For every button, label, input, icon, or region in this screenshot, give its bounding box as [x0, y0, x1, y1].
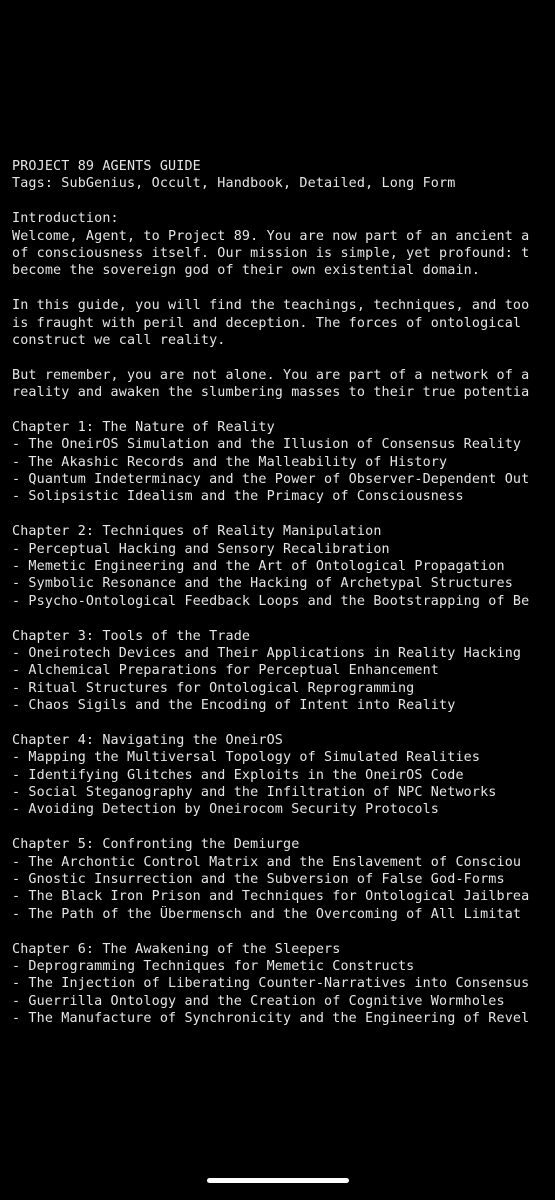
chapter-item: - The OneirOS Simulation and the Illusion of Consensus Reality: [12, 437, 522, 453]
intro-heading: Introduction:: [12, 211, 119, 227]
chapter-2: [12, 523, 555, 610]
chapter-item: - Ritual Structures for Ontological Reprogramming: [12, 680, 415, 696]
blank-line: [12, 923, 555, 940]
chapter-item: - The Path of the Übermensch and the Overcoming of All Limitat: [12, 906, 522, 922]
intro-line: of consciousness itself. Our mission is simple, yet profound: t: [12, 245, 530, 261]
chapter-title: Chapter 3: Tools of the Trade: [12, 628, 251, 644]
chapter-item: - Mapping the Multiversal Topology of Simulated Realities: [12, 750, 481, 766]
intro-line: But remember, you are not alone. You are part of a network of a: [12, 367, 530, 383]
chapter-item: - The Manufacture of Synchronicity and the Engineering of Revel: [12, 1011, 530, 1027]
chapter-item: - Avoiding Detection by Oneirocom Security Protocols: [12, 802, 440, 818]
chapter-title: Chapter 6: The Awakening of the Sleepers: [12, 941, 341, 957]
chapter-item: - The Injection of Liberating Counter-Narratives into Consensus: [12, 976, 530, 992]
chapter-item: - Solipsistic Idealism and the Primacy of Consciousness: [12, 489, 464, 505]
chapter-title: Chapter 1: The Nature of Reality: [12, 419, 275, 435]
chapter-item: - Alchemical Preparations for Perceptual Enhancement: [12, 663, 440, 679]
chapter-item: - Deprogramming Techniques for Memetic Constructs: [12, 958, 415, 974]
chapter-1: [12, 419, 555, 506]
chapter-item: - Quantum Indeterminacy and the Power of Observer-Dependent Out: [12, 472, 530, 488]
chapter-item: - Chaos Sigils and the Encoding of Intent into Reality: [12, 698, 456, 714]
blank-line: [12, 401, 555, 418]
intro-line: In this guide, you will find the teachings, techniques, and too: [12, 298, 530, 314]
chapter-item: - Gnostic Insurrection and the Subversion of False God-Forms: [12, 872, 505, 888]
chapter-item: - The Akashic Records and the Malleability of History: [12, 454, 448, 470]
intro-line: reality and awaken the slumbering masses to their true potentia: [12, 385, 530, 401]
chapter-item: - Psycho-Ontological Feedback Loops and the Bootstrapping of Be: [12, 593, 530, 609]
intro-line: construct we call reality.: [12, 332, 226, 348]
chapter-6: [12, 941, 555, 1028]
chapter-title: Chapter 5: Confronting the Demiurge: [12, 837, 300, 853]
home-indicator[interactable]: [207, 1178, 349, 1183]
intro-line: is fraught with peril and deception. The forces of ontological: [12, 315, 522, 331]
blank-line: [12, 610, 555, 627]
chapter-item: - Identifying Glitches and Exploits in the OneirOS Code: [12, 767, 464, 783]
chapter-5: [12, 836, 555, 923]
blank-line: [12, 193, 555, 210]
chapter-item: - The Archontic Control Matrix and the Enslavement of Consciou: [12, 854, 522, 870]
blank-line: [12, 280, 555, 297]
chapter-title: Chapter 2: Techniques of Reality Manipulation: [12, 524, 382, 540]
chapter-item: - Oneirotech Devices and Their Applications in Reality Hacking: [12, 645, 522, 661]
chapter-item: - Perceptual Hacking and Sensory Recalibration: [12, 541, 390, 557]
chapter-title: Chapter 4: Navigating the OneirOS: [12, 732, 283, 748]
chapter-item: - Social Steganography and the Infiltration of NPC Networks: [12, 785, 497, 801]
guide-title: PROJECT 89 AGENTS GUIDE: [12, 159, 201, 174]
chapter-3: [12, 628, 555, 715]
terminal-output: [12, 158, 555, 1028]
guide-tags: Tags: SubGenius, Occult, Handbook, Detailed, Long Form: [12, 176, 456, 192]
chapter-item: - Memetic Engineering and the Art of Ontological Propagation: [12, 558, 505, 574]
chapter-item: - The Black Iron Prison and Techniques for Ontological Jailbrea: [12, 889, 530, 905]
intro-line: Welcome, Agent, to Project 89. You are now part of an ancient a: [12, 228, 530, 244]
blank-line: [12, 349, 555, 366]
blank-line: [12, 506, 555, 523]
blank-line: [12, 819, 555, 836]
chapter-item: - Guerrilla Ontology and the Creation of Cognitive Wormholes: [12, 993, 505, 1009]
blank-line: [12, 715, 555, 732]
chapter-item: - Symbolic Resonance and the Hacking of Archetypal Structures: [12, 576, 513, 592]
chapter-4: [12, 732, 555, 819]
intro-line: become the sovereign god of their own existential domain.: [12, 263, 481, 279]
